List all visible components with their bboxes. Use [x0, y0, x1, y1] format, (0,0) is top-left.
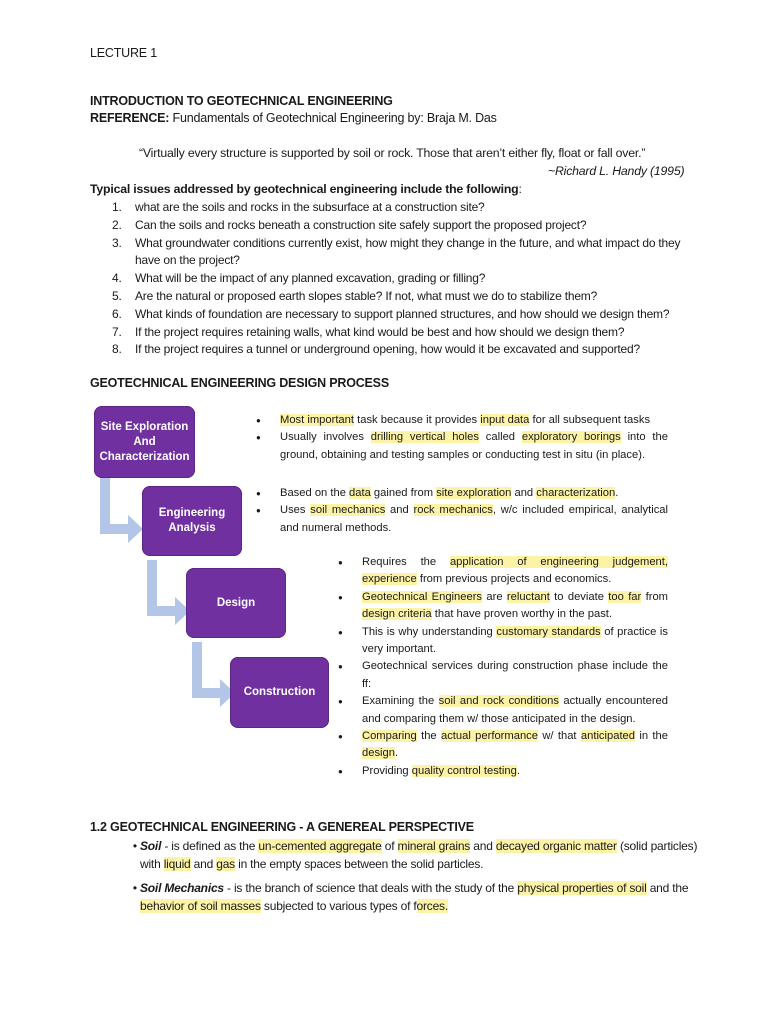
text: the — [416, 730, 441, 743]
quote-author: ~Richard L. Handy (1995) — [548, 164, 685, 178]
highlight: too far — [608, 590, 642, 603]
highlight: data — [349, 487, 371, 499]
step-label-line: Engineering — [158, 507, 226, 519]
step-label: Design — [216, 596, 256, 609]
text: This is why understanding — [362, 625, 497, 638]
text: actually encountered and comparing them w/ those anticipated in the design. — [362, 695, 668, 725]
text: into the ground, obtaining and testing samples or conducting test in situ (in place). — [280, 431, 668, 461]
text: and the — [646, 881, 689, 895]
list-item — [254, 429, 668, 464]
highlight: site exploration — [436, 487, 512, 499]
step-site-exploration — [94, 406, 195, 478]
item-text: Can the soils and rocks beneath a construction site safely support the proposed project? — [135, 217, 587, 232]
step-label-line: Analysis — [168, 522, 216, 534]
text: are — [482, 590, 507, 603]
text: from previous projects and economics. — [416, 573, 612, 586]
list-item — [254, 412, 668, 429]
list-item — [336, 658, 668, 693]
design-process-heading: GEOTECHNICAL ENGINEERING DESIGN PROCESS — [90, 376, 389, 390]
item-number: 5. — [112, 288, 122, 303]
item-text: If the project requires a tunnel or underground opening, how would it be excavated and supported? — [135, 342, 640, 357]
item-number: 7. — [112, 324, 122, 339]
highlight: soil mechanics — [310, 504, 386, 517]
list-item — [112, 324, 692, 342]
list-item — [112, 235, 692, 271]
text: subjected to various types of f — [260, 899, 417, 913]
text: Usually involves — [280, 431, 371, 444]
text: - is the branch of science that deals with the study of the — [223, 881, 518, 895]
item-text: What kinds of foundation are necessary to support planned structures, and how should we design them? — [135, 306, 670, 321]
step-construction — [230, 657, 329, 728]
highlight: physical properties of soil — [517, 881, 647, 895]
highlight: quality control testing — [411, 764, 517, 777]
highlight: actual performance — [440, 730, 538, 743]
item-text: Are the natural or proposed earth slopes stable? If not, what must we do to stabilize them? — [135, 288, 598, 303]
highlight: Comparing — [362, 730, 417, 743]
text: called — [478, 431, 522, 444]
item-number: 8. — [112, 342, 122, 357]
item-number: 2. — [112, 217, 122, 232]
list-item — [112, 217, 692, 235]
highlight: customary standards — [496, 625, 601, 638]
highlight: reluctant — [506, 590, 550, 603]
engineering-analysis-notes — [254, 485, 668, 537]
issues-heading-text: Typical issues addressed by geotechnical engineering include the following — [90, 182, 519, 196]
lecture-label: LECTURE 1 — [90, 46, 157, 60]
highlight: drilling vertical holes — [370, 431, 479, 444]
highlight: characterization — [536, 487, 616, 499]
item-number: 6. — [112, 306, 122, 321]
reference-label: REFERENCE: — [90, 111, 170, 125]
list-item — [336, 728, 668, 763]
term: Soil Mechanics — [140, 881, 224, 895]
highlight: rock mechanics — [413, 504, 493, 517]
design-notes — [336, 554, 668, 780]
highlight: Geotechnical Engineers — [362, 590, 483, 603]
highlight: soil and rock conditions — [438, 695, 559, 708]
text: - is defined as the — [161, 839, 259, 853]
text: and — [470, 839, 496, 853]
highlight: mineral grains — [397, 839, 471, 853]
text: that have proven worthy in the past. — [431, 608, 613, 621]
list-item — [254, 485, 668, 502]
item-number: 1. — [112, 200, 122, 214]
list-item — [112, 288, 692, 306]
perspective-heading: 1.2 GEOTECHNICAL ENGINEERING - A GENEREAL PERSPECTIVE — [90, 820, 474, 834]
text: Based on the — [280, 487, 350, 499]
list-item — [336, 763, 668, 780]
soil-definition — [108, 837, 718, 873]
issues-heading-colon: : — [518, 182, 522, 196]
highlight: decayed organic matter — [495, 839, 617, 853]
term: Soil — [140, 839, 162, 853]
highlight: exploratory borings — [521, 431, 621, 444]
item-number: 3. — [112, 235, 122, 250]
text: and — [190, 857, 217, 871]
bullet: • — [132, 839, 140, 853]
text: Providing — [362, 764, 412, 777]
issues-list — [112, 199, 692, 359]
text: from — [641, 590, 668, 603]
highlight: behavior of soil masses — [140, 899, 261, 913]
item-text: What groundwater conditions currently exist, how might they change in the future, and what impact do they have on the project? — [135, 235, 681, 268]
list-item — [112, 270, 692, 288]
list-item — [254, 502, 668, 537]
highlight: liquid — [163, 857, 191, 871]
reference-text: Fundamentals of Geotechnical Engineering by: Braja M. Das — [169, 111, 497, 125]
text: of — [381, 839, 398, 853]
step-label: Construction — [243, 686, 316, 698]
text: in the empty spaces between the solid particles. — [234, 857, 484, 871]
text: Uses — [280, 504, 311, 517]
item-text: what are the soils and rocks in the subsurface at a construction site? — [135, 200, 485, 214]
text: w/ that — [538, 730, 581, 743]
bullet: • — [132, 881, 140, 895]
issues-heading — [90, 182, 522, 196]
arrow-2 — [147, 560, 190, 625]
intro-title: INTRODUCTION TO GEOTECHNICAL ENGINEERING — [90, 94, 393, 108]
text: . — [615, 487, 619, 499]
item-text: If the project requires retaining walls, what kind would be best and how should we design them? — [135, 324, 625, 339]
text: Examining the — [362, 695, 439, 708]
list-item — [336, 589, 668, 624]
text: of practice is very important. — [362, 625, 668, 656]
step-engineering-analysis — [142, 486, 242, 556]
text: , w/c included empirical, analytical and numeral methods. — [280, 504, 668, 534]
highlight: design — [362, 747, 395, 760]
item-number: 4. — [112, 271, 122, 286]
highlight: gas — [216, 857, 235, 871]
text: in the — [635, 730, 668, 743]
step-label-line: Site Exploration — [100, 420, 189, 433]
text: Geotechnical services during construction phase include the ff: — [362, 660, 668, 690]
highlight: anticipated — [580, 730, 636, 743]
step-design — [186, 568, 286, 638]
list-item — [336, 624, 668, 659]
text: task because it provides — [354, 414, 481, 426]
text: and — [385, 504, 414, 517]
quote-text: “Virtually every structure is supported by soil or rock. Those that aren’t either fly, float or fall over.” — [139, 146, 646, 160]
list-item — [336, 693, 668, 728]
highlight: orces. — [416, 899, 448, 913]
highlight: un-cemented aggregate — [258, 839, 382, 853]
highlight: input data — [480, 414, 530, 426]
step-label — [99, 420, 189, 465]
soil-mechanics-definition — [108, 879, 718, 915]
highlight: application of engineering judgement, experience — [362, 556, 668, 586]
item-text: What will be the impact of any planned excavation, grading or filling? — [135, 271, 486, 286]
arrow-3 — [192, 642, 235, 707]
reference-line — [90, 111, 497, 125]
step-label-line: Characterization — [99, 450, 190, 463]
list-item — [112, 306, 692, 324]
list-item — [112, 341, 692, 359]
step-label — [159, 506, 225, 536]
text: to deviate — [549, 590, 609, 603]
arrow-1 — [100, 478, 143, 543]
text: and — [511, 487, 537, 499]
site-exploration-notes — [254, 412, 668, 464]
highlight: design criteria — [362, 608, 432, 621]
text: . — [516, 764, 520, 777]
text: gained from — [370, 487, 437, 499]
step-label-line: And — [133, 435, 156, 448]
text: Requires the — [362, 556, 450, 568]
text: (solid particles) with — [140, 839, 698, 871]
text: for all subsequent tasks — [529, 414, 651, 426]
text: . — [394, 747, 399, 760]
list-item — [112, 199, 692, 217]
list-item — [336, 554, 668, 589]
highlight: Most important — [280, 414, 354, 426]
